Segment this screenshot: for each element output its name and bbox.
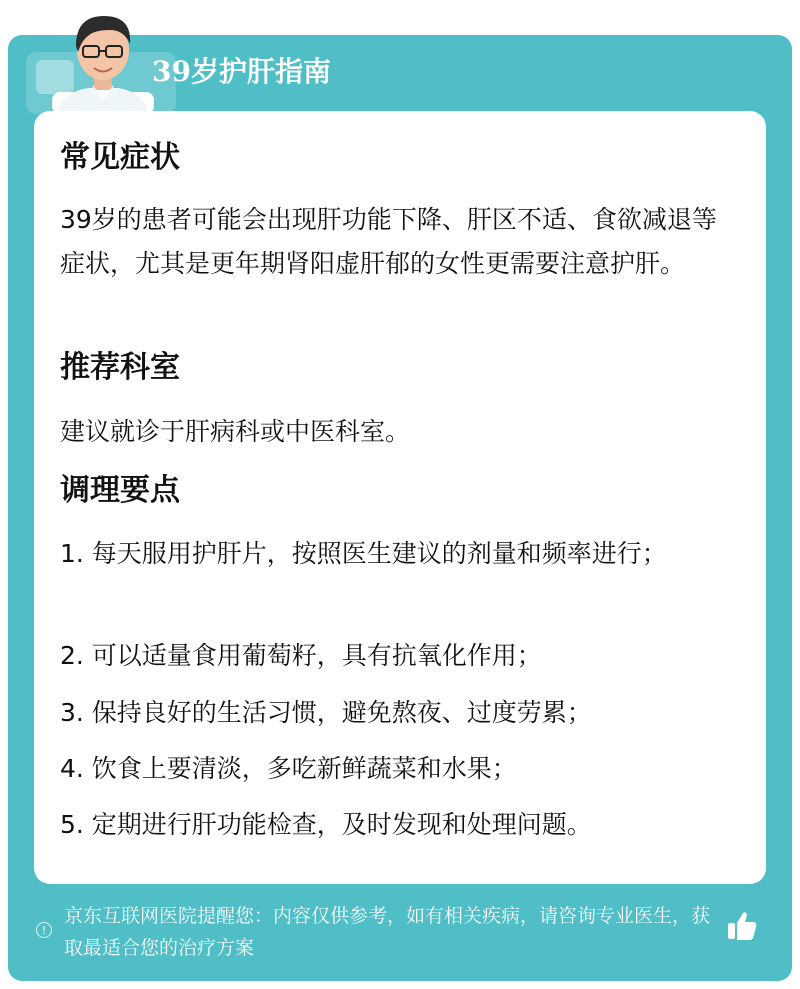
- list-item: 2. 可以适量食用葡萄籽，具有抗氧化作用；: [60, 641, 542, 670]
- page-title: 39岁护肝指南: [152, 55, 331, 88]
- department-paragraph: 建议就诊于肝病科或中医科室。: [60, 417, 411, 446]
- list-item: 5. 定期进行肝功能检查，及时发现和处理问题。: [60, 810, 592, 839]
- symptoms-paragraph: 39岁的患者可能会出现肝功能下降、肝区不适、食欲减退等症状，尤其是更年期肾阳虚肝郁的女性更需要注意护肝。: [60, 205, 717, 278]
- disclaimer-text: 京东互联网医院提醒您：内容仅供参考，如有相关疾病，请咨询专业医生，获取最适合您的治疗方案: [64, 905, 711, 959]
- section-title-symptoms: 常见症状: [60, 140, 180, 175]
- list-item: 4. 饮食上要清淡，多吃新鲜蔬菜和水果；: [60, 754, 517, 783]
- doctor-avatar: [48, 6, 158, 114]
- section-title-care-points: 调理要点: [60, 473, 180, 508]
- section-title-department: 推荐科室: [60, 350, 180, 385]
- list-item: 1. 每天服用护肝片，按照医生建议的剂量和频率进行；: [60, 539, 667, 568]
- info-icon: !: [36, 922, 52, 938]
- list-item: 3. 保持良好的生活习惯，避免熬夜、过度劳累；: [60, 698, 592, 727]
- thumbs-up-icon[interactable]: [724, 908, 760, 944]
